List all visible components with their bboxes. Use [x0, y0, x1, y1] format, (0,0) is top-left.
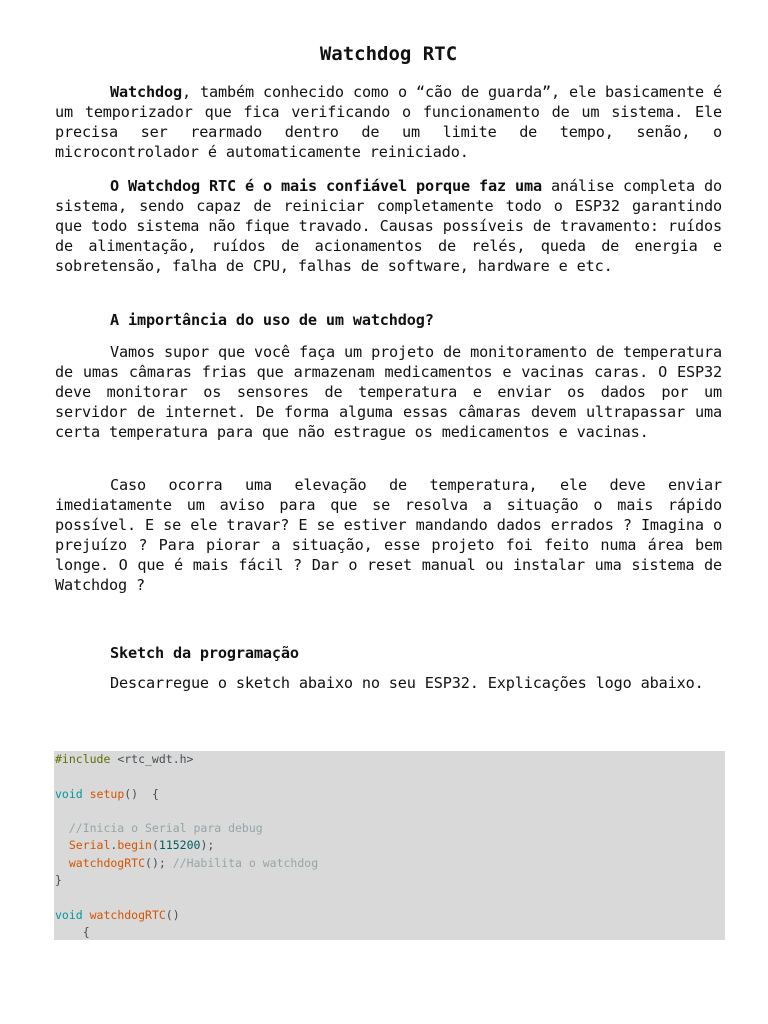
code-function-name: setup — [82, 786, 125, 801]
code-line — [54, 837, 725, 854]
code-comment: //Inicia o Serial para debug — [55, 821, 263, 836]
code-line-blank — [54, 768, 725, 785]
code-punctuation: ( — [151, 838, 159, 853]
section-heading-importance: A importância do uso de um watchdog? — [110, 311, 434, 329]
page-title: Watchdog RTC — [319, 43, 458, 65]
code-comment: //Habilita o watchdog — [172, 855, 319, 870]
intro-text: , também conhecido como o “cão de guarda”, ele basicamente é um temporizador que fica verificando o funcionamento de um sistema. Ele precisa ser rearmado dentro de um limite de tempo, senão, o microcontrolador é automaticamente reiniciado. — [55, 83, 722, 161]
code-function-name: watchdogRTC — [82, 907, 166, 922]
paragraph-download-sketch: Descarregue o sketch abaixo no seu ESP32. Explicações logo abaixo. — [110, 674, 704, 692]
paragraph-intro — [55, 82, 722, 162]
code-punctuation: () — [165, 907, 180, 922]
code-block — [54, 751, 725, 940]
code-punctuation: (); — [145, 855, 173, 870]
code-preprocessor: #include — [55, 752, 111, 766]
code-line — [54, 907, 725, 924]
code-line-blank — [54, 803, 725, 820]
code-brace: { — [55, 924, 90, 939]
code-line — [54, 855, 725, 872]
code-function-call: watchdogRTC — [55, 855, 146, 870]
paragraph-rtc-reliability — [55, 176, 722, 276]
section-heading-sketch: Sketch da programação — [110, 644, 299, 662]
paragraph-failure-case: Caso ocorra uma elevação de temperatura, ele deve enviar imediatamente um aviso para que se resolva a situação o mais rápido possível. E se ele travar? E se estiver mandando dados errados ? Imagina o prejuízo ? Para piorar a situação, esse projeto foi feito numa área bem longe. O que é mais fácil ? Dar o reset manual ou instalar uma sistema de Watchdog ? — [55, 476, 722, 594]
code-punctuation: () { — [124, 786, 159, 801]
code-line — [54, 786, 725, 803]
code-line — [54, 924, 725, 940]
code-punctuation: ); — [200, 838, 215, 853]
intro-bold-lead: Watchdog — [110, 83, 182, 101]
code-brace: } — [55, 873, 62, 888]
paragraph-example: Vamos supor que você faça um projeto de monitoramento de temperatura de umas câmaras frias que armazenam medicamentos e vacinas caras. O ESP32 deve monitorar os sensores de temperatura e enviar os dados por um servidor de internet. De forma alguma essas câmaras devem ultrapassar uma certa temperatura para que não estrague os medicamentos e vacinas. — [55, 343, 722, 441]
code-keyword: void — [55, 786, 83, 801]
code-line — [54, 751, 725, 768]
code-number: 115200 — [158, 838, 201, 853]
code-include-file: <rtc_wdt.h> — [110, 752, 194, 766]
code-line — [54, 872, 725, 889]
code-keyword: void — [55, 907, 83, 922]
code-line — [54, 820, 725, 837]
code-line-blank — [54, 889, 725, 906]
code-object: Serial — [55, 838, 111, 853]
code-punctuation: . — [110, 838, 118, 853]
rtc-text: análise completa do sistema, sendo capaz de reiniciar completamente todo o ESP32 garantindo que todo sistema não fique travado. Causas possíveis de travamento: ruídos de alimentação, ruídos de acionamentos de relés, queda de energia e sobretensão, falha de CPU, falhas de software, hardware e etc. — [55, 177, 722, 275]
code-method: begin — [117, 838, 152, 853]
rtc-bold-lead: O Watchdog RTC é o mais confiável porque faz uma — [110, 177, 543, 195]
